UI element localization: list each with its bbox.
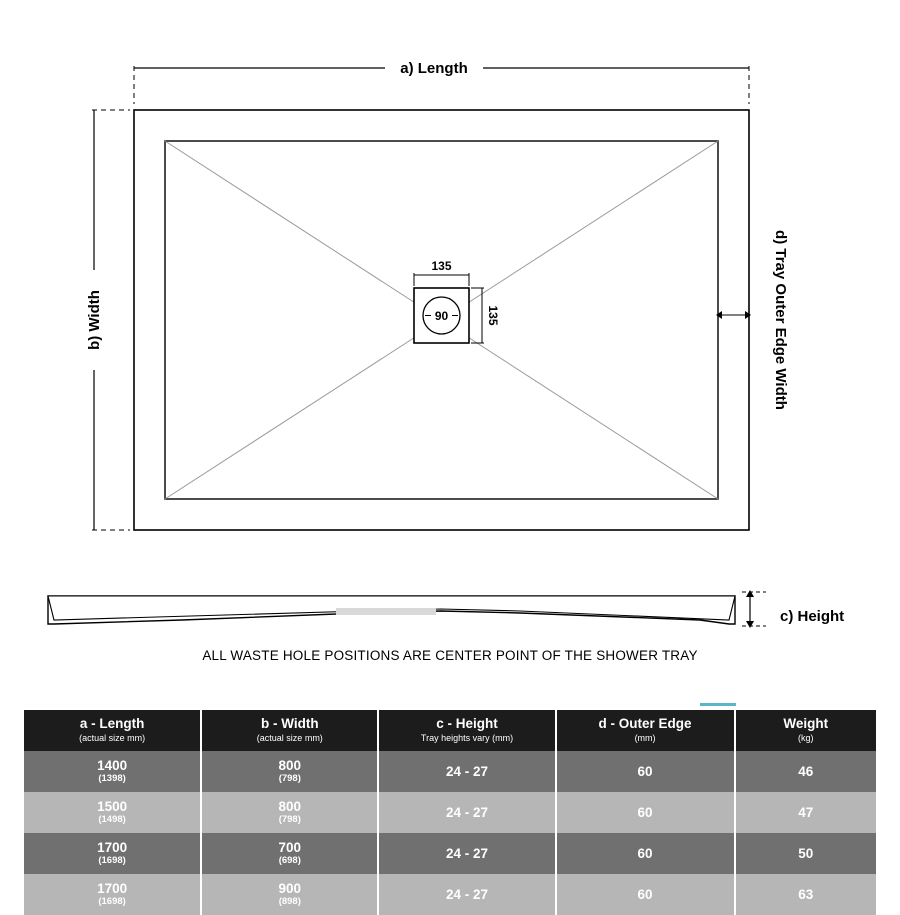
column-header-height — [378, 710, 555, 751]
cell-height — [378, 751, 555, 792]
column-header-outer-edge-main: d - Outer Edge — [598, 716, 692, 731]
outer-edge-arrow-right — [745, 311, 751, 319]
cell-width-sub: (798) — [278, 773, 301, 784]
table-row — [24, 833, 876, 874]
cell-height — [378, 874, 555, 915]
cell-outer-edge-main: 60 — [637, 886, 653, 902]
cell-width-main: 800 — [278, 758, 302, 773]
cell-length-sub: (1498) — [98, 814, 126, 825]
cell-width — [201, 833, 378, 874]
cell-outer-edge-main: 60 — [637, 845, 653, 861]
cell-length-main: 1400 — [97, 758, 128, 773]
cell-outer-edge-main: 60 — [637, 804, 653, 820]
height-arrow-bottom — [746, 621, 754, 628]
cell-outer-edge — [556, 792, 735, 833]
cell-width-sub: (798) — [278, 814, 301, 825]
column-header-weight-sub: (kg) — [798, 733, 814, 743]
waste-top-dim-label: 135 — [431, 259, 452, 273]
tray-waste-recess — [336, 608, 436, 615]
column-header-width-main: b - Width — [261, 716, 319, 731]
cell-length-sub: (1698) — [98, 896, 126, 907]
waste-right-dim-label: 135 — [486, 305, 500, 326]
cell-height-main: 24 - 27 — [445, 845, 489, 861]
column-header-length-main: a - Length — [79, 716, 145, 731]
cell-weight — [735, 874, 876, 915]
column-header-length — [24, 710, 201, 751]
cell-outer-edge-main: 60 — [637, 763, 653, 779]
height-label: c) Height — [780, 608, 845, 625]
column-header-height-main: c - Height — [436, 716, 498, 731]
cell-length-main: 1700 — [97, 881, 128, 896]
cell-length — [24, 874, 201, 915]
cell-outer-edge — [556, 833, 735, 874]
table-row — [24, 792, 876, 833]
cell-weight-main: 46 — [798, 763, 814, 779]
cell-width — [201, 874, 378, 915]
cell-width — [201, 751, 378, 792]
cell-width-main: 800 — [278, 799, 302, 814]
table-header-row — [24, 710, 876, 751]
cell-length-sub: (1398) — [98, 773, 126, 784]
column-header-weight-main: Weight — [783, 716, 829, 731]
cell-height-main: 24 - 27 — [445, 804, 489, 820]
width-label: b) Width — [86, 290, 103, 350]
cell-weight — [735, 833, 876, 874]
accent-marker — [700, 703, 736, 706]
cell-weight — [735, 792, 876, 833]
cell-weight — [735, 751, 876, 792]
column-header-weight — [735, 710, 876, 751]
length-label: a) Length — [400, 60, 468, 77]
waste-position-note: ALL WASTE HOLE POSITIONS ARE CENTER POINT OF THE SHOWER TRAY — [202, 648, 698, 663]
column-header-outer-edge-sub: (mm) — [634, 733, 656, 743]
cell-outer-edge — [556, 751, 735, 792]
cell-weight-main: 63 — [798, 886, 814, 902]
cell-length — [24, 751, 201, 792]
column-header-width-sub: (actual size mm) — [256, 733, 323, 743]
outer-edge-arrow-left — [716, 311, 722, 319]
column-header-width — [201, 710, 378, 751]
waste-diameter-label: 90 — [434, 309, 449, 323]
column-header-height-sub: Tray heights vary (mm) — [420, 733, 514, 743]
cell-length — [24, 792, 201, 833]
outer-edge-label: d) Tray Outer Edge Width — [772, 230, 789, 410]
column-header-outer-edge — [556, 710, 735, 751]
table-row — [24, 874, 876, 915]
cell-length-main: 1700 — [97, 840, 128, 855]
cell-length-sub: (1698) — [98, 855, 126, 866]
cell-weight-main: 50 — [798, 845, 814, 861]
column-header-length-sub: (actual size mm) — [79, 733, 146, 743]
cell-outer-edge — [556, 874, 735, 915]
specification-table — [24, 710, 876, 915]
cell-width — [201, 792, 378, 833]
cell-height-main: 24 - 27 — [445, 886, 489, 902]
cell-width-sub: (698) — [278, 855, 301, 866]
cell-height-main: 24 - 27 — [445, 763, 489, 779]
cell-height — [378, 833, 555, 874]
cell-width-main: 900 — [278, 881, 302, 896]
cell-length-main: 1500 — [97, 799, 128, 814]
cell-width-sub: (898) — [278, 896, 301, 907]
table-row — [24, 751, 876, 792]
cell-weight-main: 47 — [798, 804, 814, 820]
height-arrow-top — [746, 590, 754, 597]
cell-height — [378, 792, 555, 833]
tray-section-view — [48, 596, 735, 624]
cell-length — [24, 833, 201, 874]
cell-width-main: 700 — [278, 840, 302, 855]
